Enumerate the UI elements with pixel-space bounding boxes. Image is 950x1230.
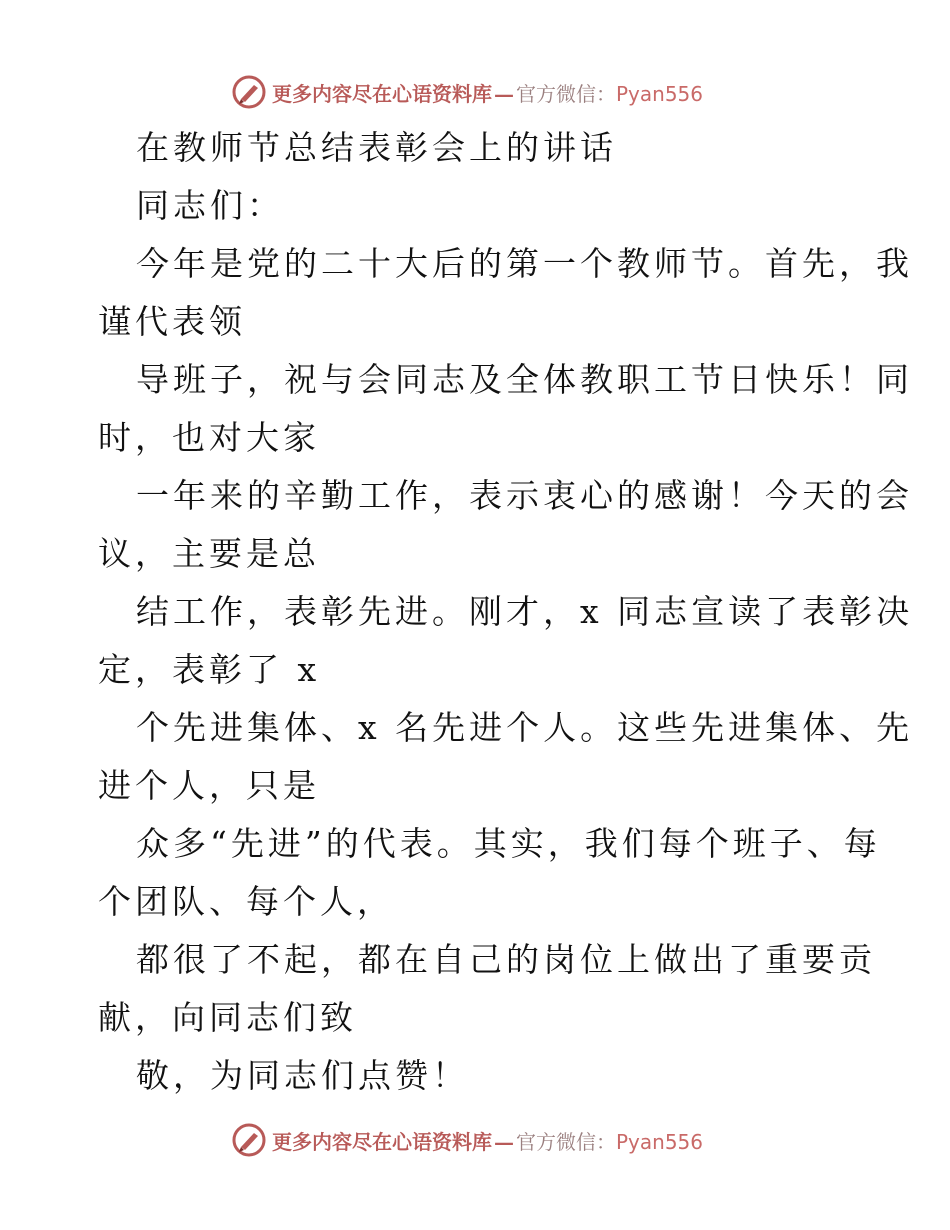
text-line: 个先进集体、x 名先进个人。这些先进集体、先 xyxy=(136,708,914,747)
text-line: 议，主要是总 xyxy=(98,534,320,573)
text-line: 众多“先进”的代表。其实，我们每个班子、每 xyxy=(136,824,881,863)
header-banner xyxy=(232,72,752,112)
banner-text xyxy=(272,1126,703,1155)
banner-wechat-id: Pyan556 xyxy=(616,81,704,106)
banner-lead: 更多内容尽在心语资料库 xyxy=(272,81,492,106)
banner-lead: 更多内容尽在心语资料库 xyxy=(272,1129,492,1154)
text-line: 献，向同志们致 xyxy=(98,998,357,1037)
banner-label: 官方微信： xyxy=(516,1129,616,1154)
text-line: 导班子，祝与会同志及全体教职工节日快乐！同 xyxy=(136,360,913,399)
pen-logo-icon xyxy=(232,1123,266,1157)
footer-banner xyxy=(232,1120,752,1160)
text-line: 今年是党的二十大后的第一个教师节。首先，我 xyxy=(136,244,913,283)
text-line: 一年来的辛勤工作，表示衷心的感谢！今天的会 xyxy=(136,476,913,515)
text-line: 进个人，只是 xyxy=(98,766,320,805)
banner-label: 官方微信： xyxy=(516,81,616,106)
text-line: 谨代表领 xyxy=(98,302,246,341)
document-title: 在教师节总结表彰会上的讲话 xyxy=(136,128,617,167)
text-line: 时，也对大家 xyxy=(98,418,320,457)
text-line: 个团队、每个人， xyxy=(98,882,394,921)
greeting: 同志们： xyxy=(136,186,284,225)
pen-logo-icon xyxy=(232,75,266,109)
banner-dash: — xyxy=(494,1129,514,1154)
banner-text xyxy=(272,78,703,107)
banner-dash: — xyxy=(494,81,514,106)
text-line: 敬，为同志们点赞！ xyxy=(136,1056,469,1095)
text-line: 都很了不起，都在自己的岗位上做出了重要贡 xyxy=(136,940,876,979)
text-line: 结工作，表彰先进。刚才，x 同志宣读了表彰决 xyxy=(136,592,914,631)
text-line: 定，表彰了 x xyxy=(98,650,321,689)
banner-wechat-id: Pyan556 xyxy=(616,1129,704,1154)
